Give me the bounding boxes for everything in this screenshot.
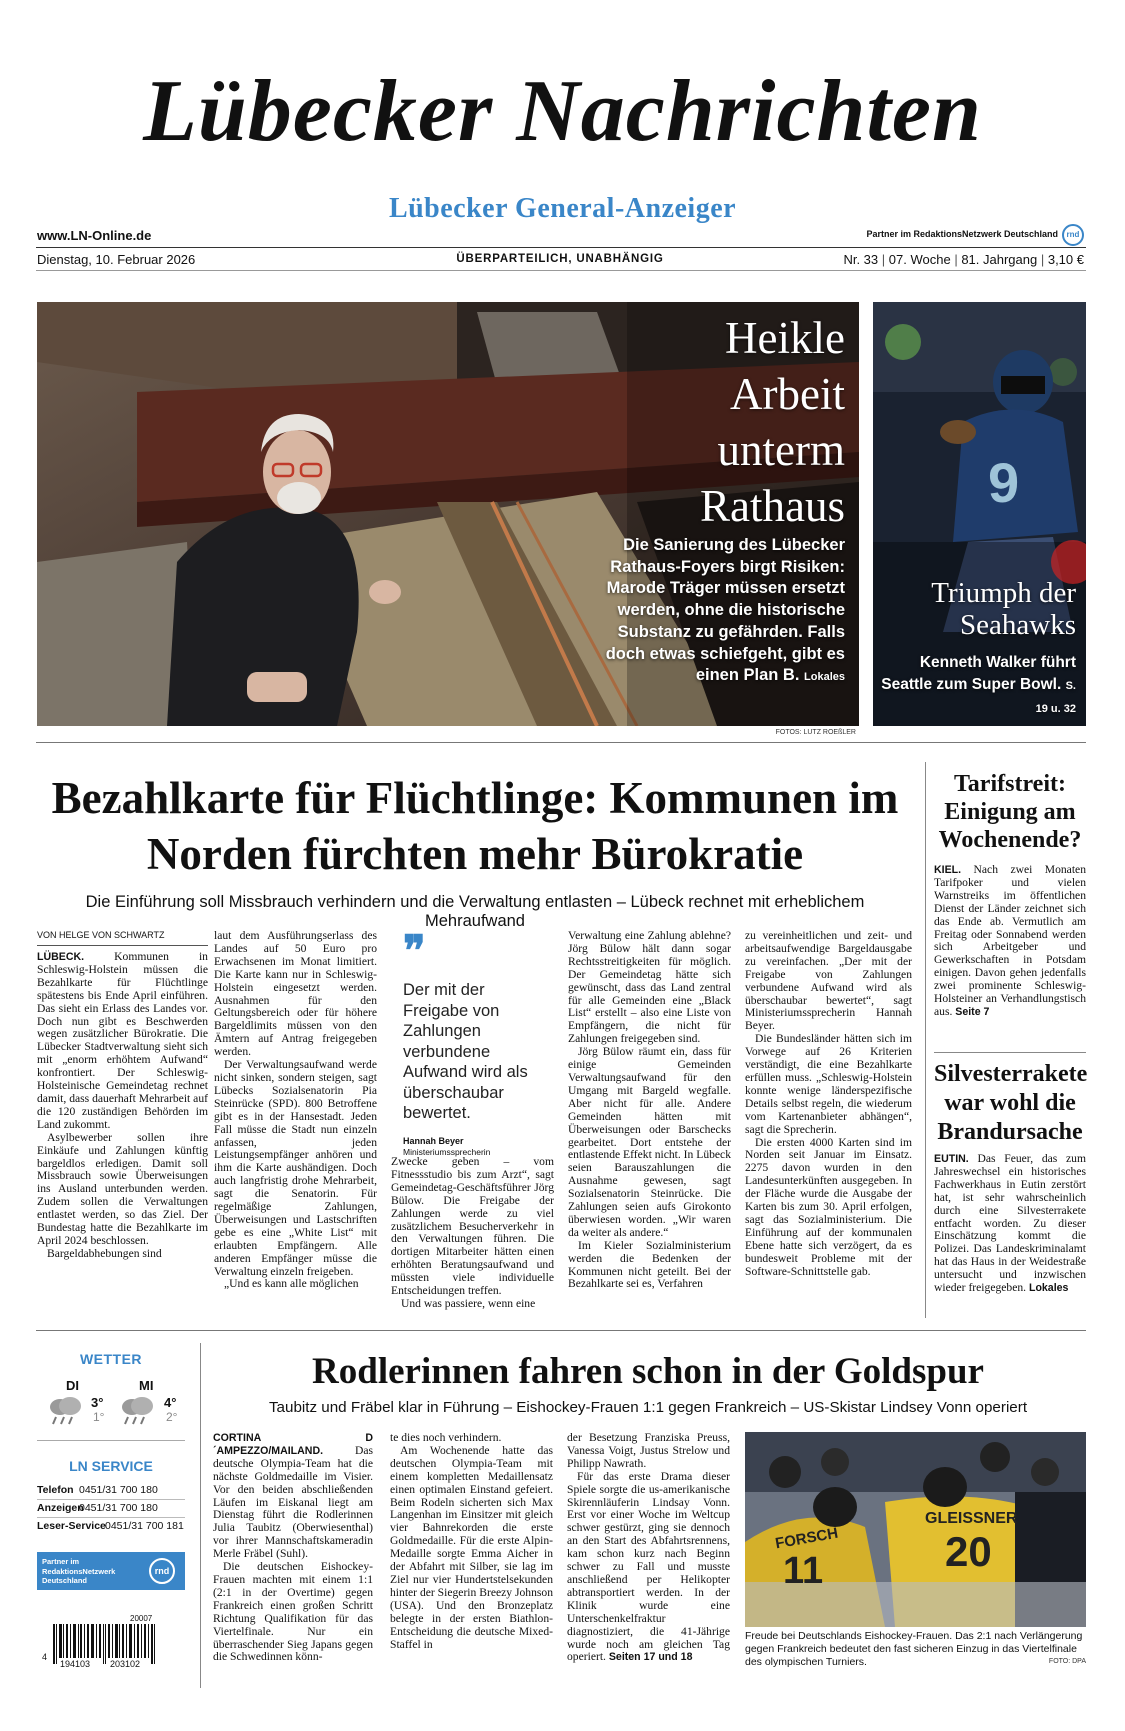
lead-col4-p2: Jörg Bülow räumt ein, dass für einige Gemeinden Verwaltungsaufwand für den Umgang mit Bargeld wegfalle. Aber nicht für alle. Andere Gemeinden hätten mit Überweisungen oder Barschecks gearbeitet. Dort entstehe der entlastende Effekt nicht. In Lübeck seien Barauszahlungen die Ausnahme gewesen, sagt Sozialsenatorin Steinrücke. Die Zahlungen seien aufs Girokonto überwiesen worden. „Wir waren da weiter als andere.“	[568, 1045, 732, 1239]
lead-col4-text: Verwaltung eine Zahlung ablehne? Jörg Bülow hält dann sogar Rechtsstreitigkeiten für möglich. Der Gemeindetag hätte sich gewünscht, dass das Land zentral für alle Gemeinden eine „Black List“ erstellt – also eine Liste von Empfängern, die nicht für Zahlungen freigegeben sind.	[568, 929, 731, 1046]
sport-col2-p2: Am Wochenende hatte das deutschen Olympia-Team mit einem kompletten Medaillensatz einen optimalen Einstand gefeiert. Beim Rodeln sicherten sich Max Langenhan im Einsitzer mit gleich vier Bahnrekorden die erste Goldmedaille. Für die erste Alpin-Medaille sorgte Emma Aicher in der Abfahrt mit Silber, sie lag im Ziel nur vier Hundertstelsekunden hinter der Siegerin Breezy Johnson (USA). Und den Bronzeplatz belegte in der ersten Biathlon-Entscheidung die deutsche Mixed-Staffel in	[390, 1443, 553, 1651]
quote-text: Der mit der Freigabe von Zahlungen verbundene Aufwand wird als überschaubar bewertet.	[403, 981, 528, 1122]
sport-column-1	[213, 1432, 373, 1664]
weather-title: WETTER	[79, 1351, 143, 1367]
weather-rule	[37, 1440, 185, 1441]
rnd-partner-box	[37, 1552, 185, 1590]
sport-col3-text: der Besetzung Franziska Preuss, Vanessa Voigt, Justus Strelow und Philipp Nawrath.	[567, 1431, 730, 1470]
barcode	[53, 1624, 165, 1664]
sport-dateline: CORTINA D´AMPEZZO/MAILAND.	[213, 1432, 373, 1457]
masthead-motto: ÜBERPARTEILICH, UNABHÄNGIG	[456, 253, 664, 265]
sidebar-story1-text: Nach zwei Monaten Tarifpoker und vielen Warnstreiks im öffentlichen Dienst der Länder zeichnet sich das Ende ab. Vermutlich am Freitag oder Sonnabend werden sich Arbeitgeber und Gewerkschaften in Potsdam einigen. Davon gehen jedenfalls zwei prominente Schleswig-Holsteiner an Verhandlungstisch aus.	[934, 863, 1086, 1018]
hockey-credit: FOTO: DPA	[1048, 1658, 1086, 1665]
sidebar-story1-dateline: KIEL.	[934, 864, 962, 876]
lead-column-2	[214, 930, 377, 1291]
issue-volume: 81. Jahrgang	[961, 252, 1038, 267]
service-row-2-label: Anzeigen	[37, 1502, 84, 1514]
lead-byline: VON HELGE VON SCHWARTZ	[37, 930, 208, 946]
sport-col1-p2: Die deutschen Eishockey-Frauen machten mit einem 1:1 (2:1 in der Overtime) gegen Frankreich einen großen Schritt Richtung Qualifikation für das Viertelfinale. Nur ein überraschender Sieg Japans gegen die Schwedinnen könn-	[213, 1560, 373, 1664]
lead-column-5	[745, 930, 912, 1278]
weather-day-2-low: 2°	[166, 1410, 178, 1424]
lead-column-3	[391, 1156, 554, 1311]
svg-text:9: 9	[988, 451, 1020, 514]
quote-role: Ministeriumssprecherin	[403, 1146, 491, 1157]
sport-col3-p2: Für das erste Drama dieser Spiele sorgte die us-amerikanische Skirennläuferin Lindsay Vonn. Erst vor einer Woche im Weltcup schwer gestürzt, ging sie dennoch an den Start des Abfahrtsrennens, kam schon kurz nach Beginn schwer zu Fall und musste anschließend per Helikopter abtransportiert werden. In der Klinik wurde eine Unterschenkelfraktur diagnostiziert, die 41-Jährige wurde noch am gleichen Tag operiert.	[567, 1469, 730, 1664]
lead-col2-p2: Der Verwaltungsaufwand werde nicht sinken, sondern steigen, sagt Lübecks Sozialsenatorin Pia Steinrücke (SPD). 800 Betroffene gibt es in der Hansestadt. Jeden Fall müsse die Stadt nun einzeln anfassen, jeden Leistungsempfänger anhören und ihm die Karte aushändigen. Doch auch langfristig drohe Mehrarbeit, sagt die Senatorin. Für regelmäßige Zahlungen, Überweisungen und Lastschriften gebe es eine „White List“ mit erlaubten Empfängern. Alle anderen Empfänger müsse die Verwaltung einzeln freigeben.	[214, 1058, 377, 1278]
jersey-2-number: 20	[945, 1528, 992, 1575]
hockey-caption: Freude bei Deutschlands Eishockey-Frauen. Das 2:1 nach Verlängerung gegen Frankreich bedeutet den fast sicheren Einzug in das Viertelfinale des olympischen Turniers.	[745, 1630, 1083, 1668]
lead-col3-text: Zwecke geben – vom Fitnessstudio bis zum Arzt“, sagt Gemeindetag-Geschäftsführer Jörg Bülow. Die Freigabe der Zahlungen werde zu viel zusätzlichem Besucherverkehr in den Verwaltungen führen. Die dortigen Mitarbeiter hätten einen erhöhten Beratungsaufwand und müssten viele individuelle Entscheidungen treffen.	[391, 1155, 554, 1298]
section-rule-2	[36, 1330, 1086, 1331]
rain-cloud-icon	[118, 1395, 156, 1425]
sport-col1-text: Das deutsche Olympia-Team hat die nächste Goldmedaille im Visier. Vor den beiden abschließenden Läufen im Eiskanal liegt am Dienstag führt die Rodlerinnen Julia Taubitz (Oberwiesenthal) vor ihrer Mannschaftskameradin Merle Fräbel (Suhl).	[213, 1443, 373, 1561]
partner-note: Partner im RedaktionsNetzwerk Deutschland	[866, 229, 1058, 239]
sidebar-story1-ref: Seite 7	[955, 1005, 990, 1018]
side-story-teaser-text: Kenneth Walker führt Seattle zum Super Bowl.	[881, 654, 1076, 693]
top-story-headline[interactable]	[700, 310, 845, 534]
top-story-headline-line-4: Rathaus	[700, 481, 845, 531]
top-story-teaser-text: Die Sanierung des Lübecker Rathaus-Foyers birgt Risiken: Marode Träger müssen ersetzt werden, ohne die historische Substanz zu gefährden. Falls doch etwas schiefgeht, gibt es einen Plan B.	[605, 536, 845, 685]
side-story-teaser	[881, 652, 1076, 721]
masthead-title: Lübecker Nachrichten	[143, 63, 982, 160]
weather-divider	[200, 1343, 201, 1688]
weather-day-1-high: 3°	[91, 1395, 104, 1410]
barcode-mid-digits: 194103	[60, 1659, 91, 1669]
issue-price: 3,10 €	[1047, 252, 1084, 267]
pull-quote	[403, 929, 553, 1157]
weather-day-2-high: 4°	[164, 1395, 177, 1410]
service-row-3-value: 0451/31 700 181	[105, 1520, 184, 1532]
issue-info: Nr. 33 | 07. Woche | 81. Jahrgang | 3,10 €	[843, 252, 1084, 267]
quote-author: Hannah Beyer	[403, 1135, 464, 1146]
top-story-headline-line-1: Heikle	[725, 313, 845, 363]
top-story-headline-line-3: unterm	[717, 425, 845, 475]
sport-column-2	[390, 1432, 553, 1651]
lead-col4-p3: Im Kieler Sozialministerium werden die Bedenken der Kommunen nicht geteilt. Bei der Bezahlkarte sei es, Verfahren	[568, 1238, 731, 1291]
rnd-logo-label: rnd	[1066, 230, 1080, 239]
sidebar-story2-dateline: EUTIN.	[934, 1153, 969, 1165]
rnd-logo	[1062, 224, 1084, 246]
service-row-3-label: Leser-Service	[37, 1520, 106, 1532]
website-link[interactable]: www.LN-Online.de	[37, 228, 152, 243]
lead-column-1	[37, 951, 208, 1261]
rain-cloud-icon	[46, 1395, 84, 1425]
sidebar-story2-ref: Lokales	[1028, 1282, 1069, 1295]
issue-week: 07. Woche	[888, 252, 951, 267]
section-rule-1	[36, 742, 1086, 743]
lead-col2-p3: „Und es kann alle möglichen	[224, 1277, 359, 1291]
service-row-1-label: Telefon	[37, 1484, 74, 1496]
weather-day-1-low: 1°	[93, 1410, 105, 1424]
top-story-headline-line-2: Arbeit	[730, 369, 845, 419]
sport-col2-text: te dies noch verhindern.	[390, 1431, 502, 1444]
service-row-3	[37, 1520, 185, 1532]
sidebar-rule	[934, 1052, 1086, 1053]
lead-subhead: Die Einführung soll Missbrauch verhindern und die Verwaltung entlasten – Lübeck rechnet mit erheblichem Mehraufwand	[85, 893, 865, 930]
service-row-2	[37, 1502, 185, 1518]
issue-date: Dienstag, 10. Februar 2026	[37, 252, 196, 267]
top-story-teaser	[581, 535, 845, 689]
rnd-partner-text: Partner im RedaktionsNetzwerk Deutschland	[42, 1557, 116, 1585]
top-photo-credit: FOTOS: LUTZ ROEßLER	[775, 729, 856, 736]
hockey-photo[interactable]	[745, 1432, 1086, 1627]
lead-col1-p3: Bargeldabhebungen sind	[47, 1246, 162, 1260]
sidebar-story1-headline[interactable]: Tarifstreit: Einigung am Wochenende?	[938, 771, 1082, 853]
barcode-left-digit: 4	[42, 1652, 48, 1662]
jersey-1-name: FORSCH	[774, 1524, 840, 1553]
service-row-2-value: 0451/31 700 180	[79, 1502, 158, 1514]
seahawks-photo[interactable]	[873, 302, 1086, 726]
side-story-ref: S. 19 u. 32	[1035, 679, 1076, 715]
lead-col3-p2: Und was passiere, wenn eine	[401, 1296, 536, 1310]
lead-col1-p2: Asylbewerber sollen ihre Einkäufe und Zahlungen künftig bargeldlos erledigen. Damit soll Missbrauch sowie Überweisungen ins Ausland unterbunden werden. Zudem sollen die Verwaltungen entlastet werden, so das Ziel. Der Bundestag hatte die Bezahlkarte im April 2024 beschlossen.	[37, 1130, 208, 1247]
masthead-subtitle: Lübecker General-Anzeiger	[388, 193, 737, 224]
rnd-partner-logo-label: rnd	[154, 1566, 170, 1576]
lead-col2-text: laut dem Ausführungserlass des Landes auf 50 Euro pro Erwachsenen im Monat limitiert. Die Karte kann nur in Schleswig-Holstein eingesetzt werden. Ausnahmen für den Geltungsbereich oder für höhere Bargeldlimits müssen von den Ämtern auf Antrag freigegeben werden.	[214, 929, 377, 1059]
hockey-photo-illustration	[745, 1432, 1086, 1627]
weather-day-2-label: MI	[139, 1378, 154, 1393]
lead-dateline: LÜBECK.	[37, 951, 85, 963]
weather-day-1-label: DI	[66, 1378, 79, 1393]
sidebar-divider	[925, 762, 926, 1318]
jersey-1-number: 11	[783, 1550, 824, 1592]
sport-headline[interactable]: Rodlerinnen fahren schon in der Goldspur	[312, 1351, 984, 1392]
sidebar-story2-text: Das Feuer, das zum Jahreswechsel ein historisches Fachwerkhaus in Eutin zerstört hat, ist sehr wahrscheinlich durch eine Silvesterrakete entfacht worden. Zu dieser Einschätzung kommt die Polizei. Das Landeskriminalamt hat das Haus in der Weidestraße untersucht und inzwischen wieder freigegeben.	[934, 1152, 1086, 1295]
lead-column-4	[568, 930, 731, 1291]
lead-col5-text: zu vereinheitlichen und zeit- und arbeitsaufwendige Bargeldausgabe zu vereinfachen. „Der mit der Freigabe von Zahlungen verbundene Aufwand wird als überschaubar bewertet“, sagt Ministeriumssprecherin Hannah Beyer.	[745, 929, 912, 1033]
top-story-ref: Lokales	[804, 671, 845, 684]
sidebar-story2-headline[interactable]: Silvesterrakete war wohl die Brandursache	[934, 1061, 1088, 1145]
service-row-1	[37, 1484, 185, 1500]
lead-col5-p3: Die ersten 4000 Karten sind im Norden seit Januar im Einsatz. 2275 davon wurden in den Landesunterkünften ausgegeben. In der Fläche wurde die Ausgabe der Karten bis zum 30. April erfolgen, sagt das Sozialministerium. Die Einführung auf der kommunalen Ebene hatte sich verzögert, da es bundesweit Probleme mit der Software-Schnittstelle gab.	[745, 1135, 912, 1278]
masthead-rule-bottom	[36, 270, 1086, 271]
sport-col3-ref: Seiten 17 und 18	[608, 1651, 693, 1664]
barcode-top-number: 20007	[130, 1614, 153, 1623]
rnd-partner-logo	[149, 1558, 175, 1584]
side-story-headline[interactable]: Triumph der Seahawks	[931, 577, 1076, 641]
sport-subhead: Taubitz und Fräbel klar in Führung – Eishockey-Frauen 1:1 gegen Frankreich – US-Skistar Lindsey Vonn operiert	[268, 1399, 1028, 1416]
sidebar-story2-body	[934, 1153, 1086, 1295]
service-title: LN SERVICE	[69, 1458, 153, 1474]
masthead-rule-top	[36, 247, 1086, 248]
jersey-2-name: GLEISSNER	[925, 1510, 1018, 1527]
barcode-right-digits: 203102	[110, 1659, 141, 1669]
sidebar-story1-body	[934, 864, 1086, 1019]
lead-col5-p2: Die Bundesländer hätten sich im Vorwege auf 26 Kriterien verständigt, die eine Bezahlkarte erfüllen muss. „Schleswig-Holstein konnte wenige länderspezifische Details selbst regeln, die wiederum vom Kartenanbieter abhängen“, sagt die Sprecherin.	[745, 1032, 912, 1136]
quote-mark-icon: ❞	[403, 929, 426, 975]
service-row-1-value: 0451/31 700 180	[79, 1484, 158, 1496]
sport-column-3	[567, 1432, 730, 1664]
rathaus-photo[interactable]	[37, 302, 859, 726]
lead-headline[interactable]: Bezahlkarte für Flüchtlinge: Kommunen im Norden fürchten mehr Bürokratie	[51, 773, 899, 879]
lead-col1-text: Kommunen in Schleswig-Holstein müssen die Bezahlkarte für Flüchtlinge spätestens bis Ende April einführen. Das sieht ein Erlass des Landes vor. Doch nun gibt es Beschwerden wegen zusätzlicher Bürokratie. Die Lübecker Stadtverwaltung sieht sich mit „enorm erhöhtem Aufwand“ konfrontiert. Der Schleswig-Holsteinische Gemeindetag rechnet damit, dass dauerhaft Mehrarbeit auf die 120 zuständigen Behörden im Land zukommt.	[37, 950, 208, 1131]
issue-number: Nr. 33	[843, 252, 879, 267]
